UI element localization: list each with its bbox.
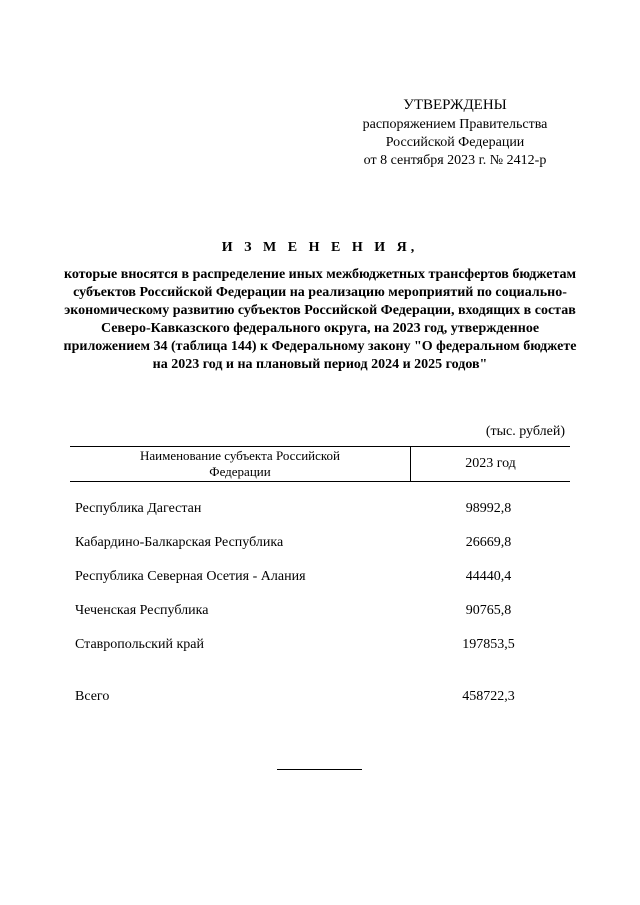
document-subtitle: которые вносятся в распределение иных межбюджетных трансфертов бюджетам субъектов Российской Федерации на реализацию мероприятий по социально-экономическому развитию субъектов Российской Федерации, входящих в состав Северо-Кавказского федерального округа, на 2023 год, утвержденное приложением 34 (таблица 144) к Федеральному закону "О федеральном бюджете на 2023 год и на плановый период 2024 и 2025 годов" [63,267,577,372]
row-value: 98992,8 [465,501,512,516]
header-name-text: Наименование субъекта Российской Федерации [139,448,341,479]
table-row [75,501,545,517]
row-value: 197853,5 [462,637,515,652]
row-value: 90765,8 [465,603,512,618]
units-label: (тыс. рублей) [485,424,565,439]
table-header [70,446,570,482]
row-name: Кабардино-Балкарская Республика [75,535,284,550]
approval-heading: УТВЕРЖДЕНЫ [403,97,507,113]
row-name: Чеченская Республика [75,603,209,618]
table-row [75,637,545,653]
header-year-cell: 2023 год [465,456,516,471]
total-value: 458722,3 [462,689,515,704]
total-name: Всего [75,689,110,704]
header-name-cell [70,447,411,481]
row-value: 44440,4 [465,569,512,584]
row-name: Ставропольский край [75,637,204,652]
row-value: 26669,8 [465,535,512,550]
approval-line-3: от 8 сентября 2023 г. № 2412-р [363,153,547,168]
row-name: Республика Дагестан [75,501,202,516]
approval-line-1: распоряжением Правительства [362,117,548,132]
total-row [75,689,545,705]
table-row [75,603,545,619]
table-row [75,569,545,585]
approval-line-2: Российской Федерации [385,135,525,150]
document-title: И З М Е Н Е Н И Я, [221,240,419,255]
approval-block [330,96,580,170]
end-separator-line [277,769,362,770]
table-row [75,535,545,551]
row-name: Республика Северная Осетия - Алания [75,569,306,584]
